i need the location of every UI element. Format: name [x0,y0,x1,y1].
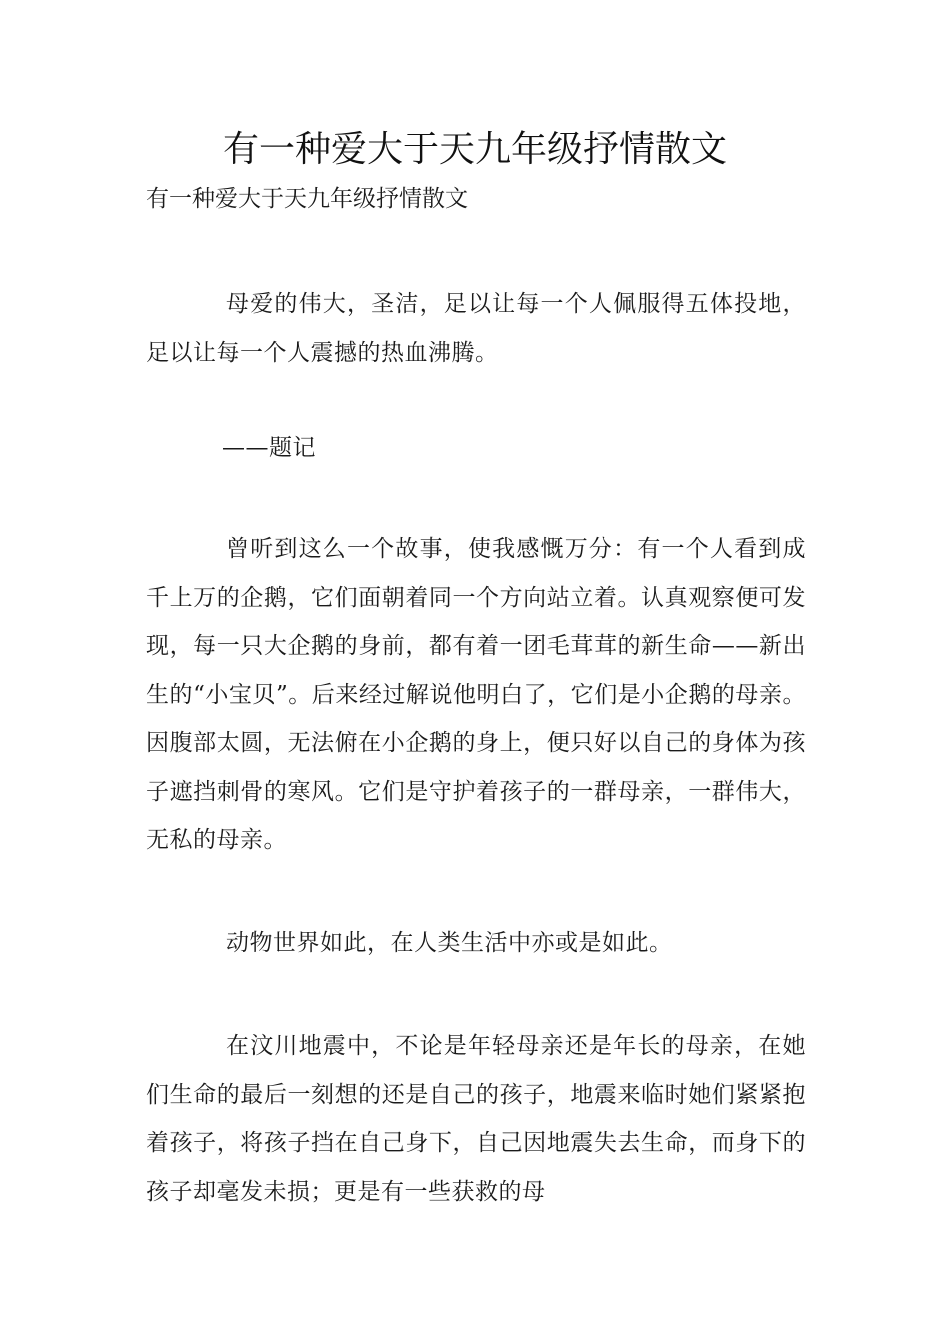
document-title: 有一种爱大于天九年级抒情散文 [222,129,727,170]
paragraph-earthquake: 在汶川地震中，不论是年轻母亲还是年长的母亲，在她们生命的最后一刻想的还是自己的孩子，地震来临时她们紧紧抱着孩子，将孩子挡在自己身下，自己因地震失去生命，而身下的孩子却毫发未损；更是有一些获救的母 [146,1033,806,1205]
document-subtitle: 有一种爱大于天九年级抒情散文 [146,186,468,212]
paragraph-inscription: ——题记 [222,435,316,461]
paragraph-transition: 动物世界如此，在人类生活中亦或是如此。 [226,930,673,956]
paragraph-epigraph: 母爱的伟大，圣洁，足以让每一个人佩服得五体投地，足以让每一个人震撼的热血沸腾。 [146,291,806,366]
paragraph-penguin-story: 曾听到这么一个故事，使我感慨万分：有一个人看到成千上万的企鹅，它们面朝着同一个方向站立着。认真观察便可发现，每一只大企鹅的身前，都有着一团毛茸茸的新生命——新出生的“小宝贝”。后来经过解说他明白了，它们是小企鹅的母亲。因腹部太圆，无法俯在小企鹅的身上，便只好以自己的身体为孩子遮挡刺骨的寒风。它们是守护着孩子的一群母亲，一群伟大，无私的母亲。 [146,536,806,853]
